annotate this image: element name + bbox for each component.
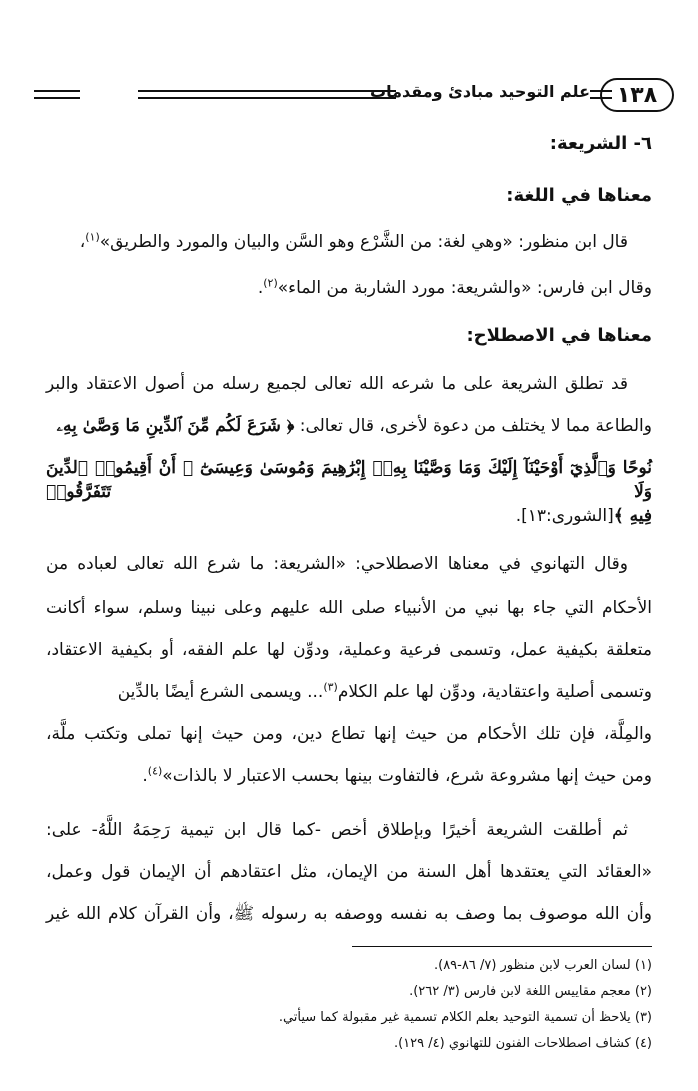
paragraph-line: والمِلَّة، فإن تلك الأحكام من حيث إنها تطاع دين، ومن حيث إنها تملى وتكتب ملَّة، [46,724,652,744]
footnote: (٤) كشاف اصطلاحات الفنون للتهانوي (٤/ ١٢٩). [393,1036,652,1051]
paragraph-line: «العقائد التي يعتقدها أهل السنة من الإيمان، مثل اعتقادهم أن الإيمان قول وعمل، [46,862,652,882]
paragraph-line: ومن حيث إنها مشروعة شرع، فالتفاوت بينها بحسب الاعتبار لا بالذات»$^{(٤)}$. [142,764,652,786]
quran-reference: [الشورى:١٣]. [515,506,614,526]
paragraph-line: قال ابن منظور: «وهي لغة: من الشَّرْع وهو السَّن والبيان والمورد والطريق»$^{(١)}$، [79,230,628,252]
header-rule-connector [590,90,612,99]
quran-verse: ﴿ شَرَعَ لَكُم مِّنَ ٱلدِّينِ مَا وَصَّىٰ بِهِۦ [56,416,295,436]
lugha-heading: معناها في اللغة: [506,185,652,206]
paragraph-line: وقال ابن فارس: «والشريعة: مورد الشاربة من الماء»$^{(٢)}$. [257,276,652,298]
section-heading: ٦- الشريعة: [549,133,652,154]
paragraph-line: وتسمى أصلية واعتقادية، ودوِّن لها علم الكلام$^{(٣)}$... ويسمى الشرع أيضًا بالدِّين [117,680,652,702]
istilah-heading: معناها في الاصطلاح: [466,325,652,346]
footnote: (٢) معجم مقاييس اللغة لابن فارس (٣/ ٢٦٢). [409,984,652,999]
footnote-marker: (٤) [147,764,163,778]
footnote-marker: (١) [85,230,100,244]
footnote-marker: (٣) [323,680,338,694]
paragraph-line: الأحكام التي جاء بها نبي من الأنبياء صلى الله عليهم وعلى نبينا وسلم، سواء أكانت [46,598,652,618]
paragraph-line [46,504,652,528]
running-title: علم التوحيد مبادئ ومقدمات [370,82,590,101]
footnote-marker: (٢) [263,276,278,290]
quran-verse: فِيهِ ﴾ [613,506,652,526]
header-rule-left [34,90,80,99]
header-rule-middle [138,90,396,99]
paragraph-line: متعلقة بكيفية عمل، وتسمى فرعية وعملية، ودوِّن لها علم الفقه، أو بكيفية الاعتقاد، [46,640,652,660]
paragraph-line: ثم أطلقت الشريعة أخيرًا وبإطلاق أخص -كما قال ابن تيمية رَحِمَهُ اللَّهُ- على: [46,820,628,840]
page-number: ١٣٨ [600,78,674,112]
paragraph-line: والطاعة مما لا يختلف من دعوة لأخرى، قال تعالى: ﴿ شَرَعَ لَكُم مِّنَ ٱلدِّينِ مَا وَصَّىٰ بِهِۦ [56,416,652,436]
footnote: (٣) يلاحظ أن تسمية التوحيد بعلم الكلام تسمية غير مقبولة كما سيأتي. [278,1010,652,1025]
footnote: (١) لسان العرب لابن منظور (٧/ ٨٦-٨٩). [433,958,652,973]
quran-verse: نُوحًا وَٱلَّذِيٓ أَوْحَيْنَآ إِلَيْكَ وَمَا وَصَّيْنَا بِهِۦٓ إِبْرَٰهِيمَ وَمُوسَىٰ وَعِيسَىٰٓ ۖ أَنْ أَقِيمُوا۟ ٱلدِّينَ وَلَا تَتَفَرَّقُوا۟ [46,458,652,502]
paragraph-line: قد تطلق الشريعة على ما شرعه الله تعالى لجميع رسله من أصول الاعتقاد والبر [46,374,628,394]
paragraph-line: وأن الله موصوف بما وصف به نفسه ووصفه به رسوله ﷺ، وأن القرآن كلام الله غير [46,904,652,924]
paragraph-line: وقال التهانوي في معناها الاصطلاحي: «الشريعة: ما شرع الله تعالى لعباده من [46,554,628,574]
footnote-separator [352,946,652,947]
running-header [34,76,674,116]
